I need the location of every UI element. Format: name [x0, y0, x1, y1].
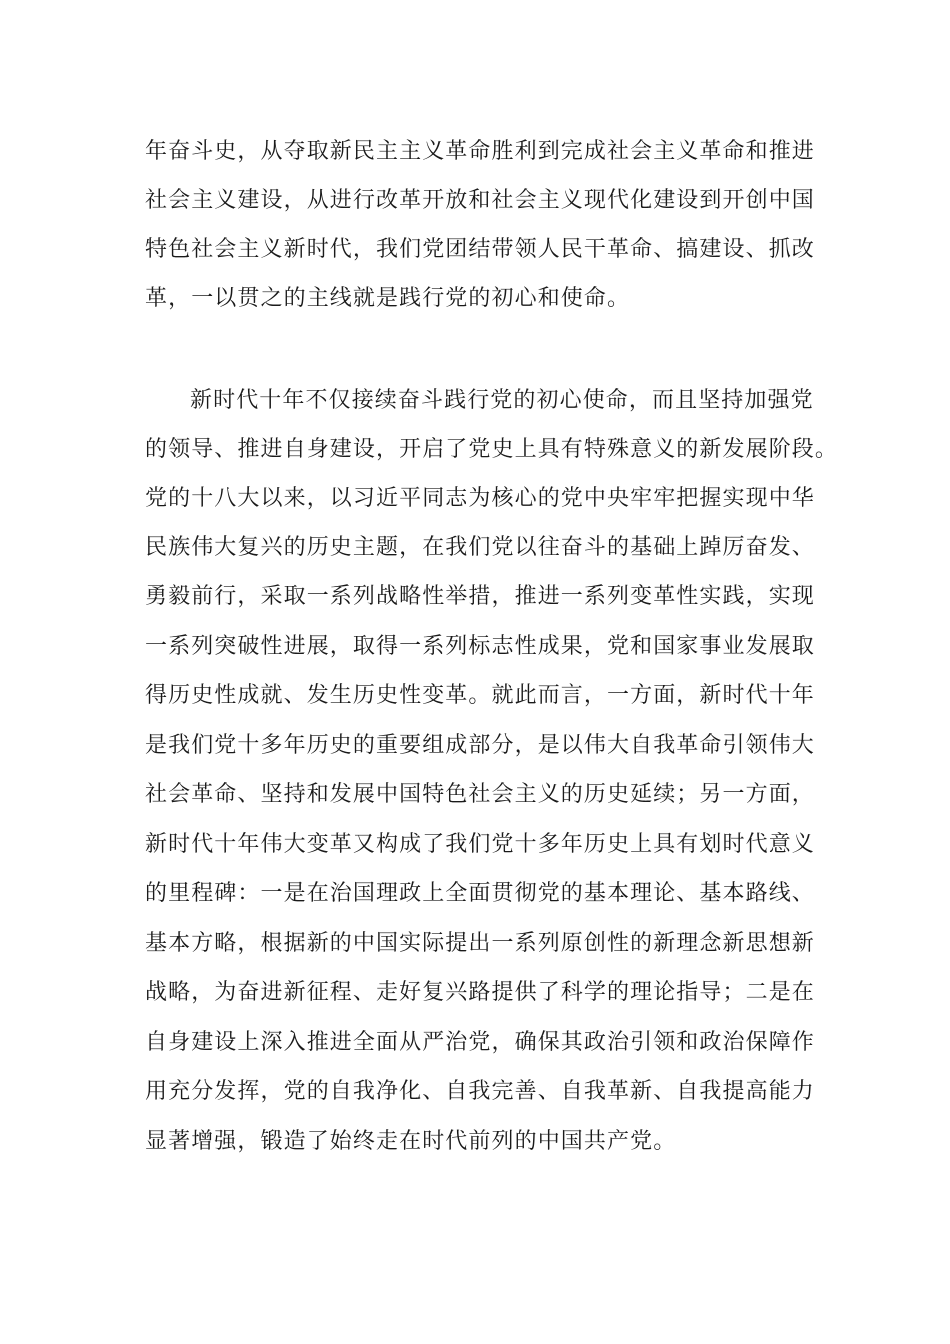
paragraph-2-line-2: 的领导、推进自身建设，开启了党史上具有特殊意义的新发展阶段。: [145, 437, 839, 462]
paragraph-1-line-3: 特色社会主义新时代，我们党团结带领人民干革命、搞建设、抓改: [145, 237, 815, 262]
paragraph-2-line-15: 用充分发挥，党的自我净化、自我完善、自我革新、自我提高能力: [145, 1079, 815, 1104]
paragraph-2-line-9: 社会革命、坚持和发展中国特色社会主义的历史延续；另一方面，: [145, 782, 815, 807]
paragraph-2-line-6: 一系列突破性进展，取得一系列标志性成果，党和国家事业发展取: [145, 634, 815, 659]
paragraph-2-line-10: 新时代十年伟大变革又构成了我们党十多年历史上具有划时代意义: [145, 832, 815, 857]
paragraph-1-line-4: 革，一以贯之的主线就是践行党的初心和使命。: [145, 286, 631, 311]
paragraph-1-line-2: 社会主义建设，从进行改革开放和社会主义现代化建设到开创中国: [145, 188, 815, 213]
paragraph-2-line-7: 得历史性成就、发生历史性变革。就此而言，一方面，新时代十年: [145, 683, 815, 708]
paragraph-2-line-4: 民族伟大复兴的历史主题，在我们党以往奋斗的基础上踔厉奋发、: [145, 535, 815, 560]
paragraph-2-line-5: 勇毅前行，采取一系列战略性举措，推进一系列变革性实践，实现: [145, 584, 815, 609]
paragraph-2-line-3: 党的十八大以来，以习近平同志为核心的党中央牢牢把握实现中华: [145, 486, 815, 511]
paragraph-2-line-11: 的里程碑：一是在治国理政上全面贯彻党的基本理论、基本路线、: [145, 881, 815, 906]
paragraph-2-line-13: 战略，为奋进新征程、走好复兴路提供了科学的理论指导；二是在: [145, 980, 815, 1005]
paragraph-2-line-14: 自身建设上深入推进全面从严治党，确保其政治引领和政治保障作: [145, 1030, 815, 1055]
paragraph-2-line-12: 基本方略，根据新的中国实际提出一系列原创性的新理念新思想新: [145, 931, 815, 956]
paragraph-2-line-8: 是我们党十多年历史的重要组成部分，是以伟大自我革命引领伟大: [145, 733, 815, 758]
paragraph-2-line-1: 新时代十年不仅接续奋斗践行党的初心使命，而且坚持加强党: [190, 388, 814, 413]
paragraph-2-line-16: 显著增强，锻造了始终走在时代前列的中国共产党。: [145, 1129, 677, 1154]
paragraph-1-line-1: 年奋斗史，从夺取新民主主义革命胜利到完成社会主义革命和推进: [145, 139, 815, 164]
